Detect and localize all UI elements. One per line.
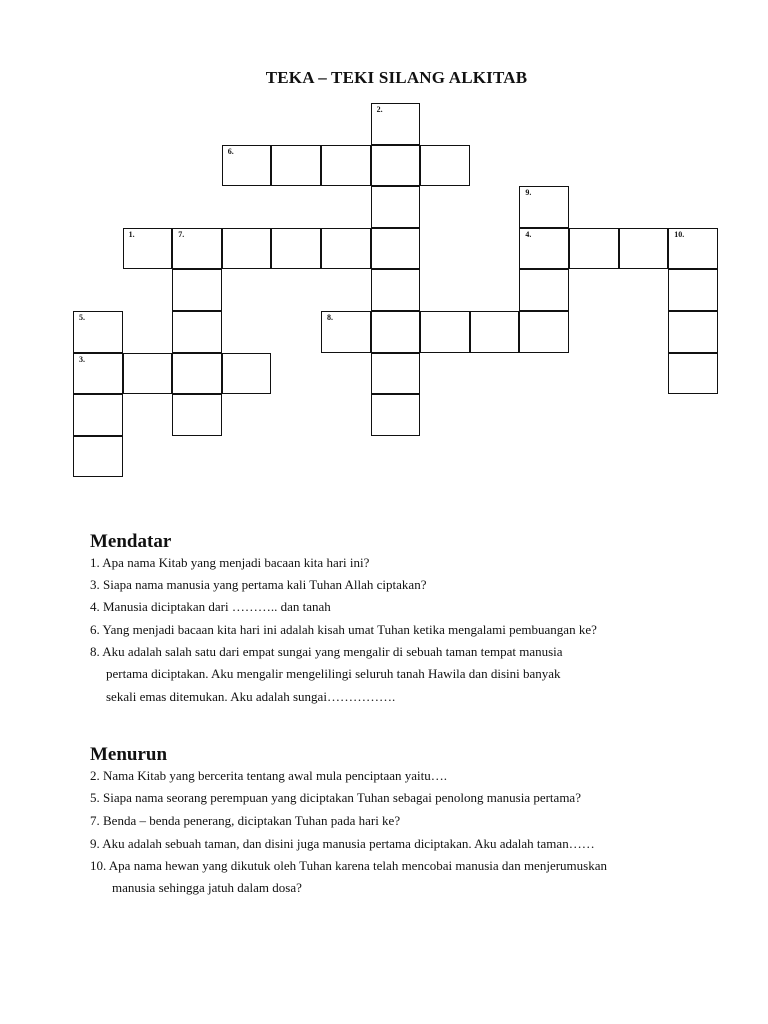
crossword-cell[interactable] [371,228,421,270]
crossword-cell[interactable] [73,311,123,353]
clue-number: 6. [227,146,234,156]
menurun-clue-7: 7. Benda – benda penerang, diciptakan Tuhan pada hari ke? [90,813,401,828]
clue-number: 8. [327,313,333,322]
crossword-cell[interactable] [271,145,321,187]
crossword-cell[interactable] [371,269,421,311]
crossword-cell[interactable] [519,269,569,311]
crossword-cell[interactable] [371,145,421,187]
crossword-cell[interactable] [172,311,222,353]
crossword-cell[interactable] [371,394,421,436]
crossword-cell[interactable] [569,228,619,270]
crossword-cell[interactable] [470,311,520,353]
clue-number: 4. [525,229,532,239]
crossword-grid [0,0,768,480]
clue-number: 7. [178,229,185,239]
menurun-clue-9: 9. Aku adalah sebuah taman, dan disini juga manusia pertama diciptakan. Aku adalah taman…… [90,836,595,851]
crossword-cell[interactable] [371,311,421,353]
crossword-cell[interactable] [271,228,321,270]
menurun-clue-10-line-2: manusia sehingga jatuh dalam dosa? [112,880,302,895]
crossword-cell[interactable] [172,228,222,270]
crossword-cell[interactable] [371,103,421,145]
mendatar-clue-4: 4. Manusia diciptakan dari ……….. dan tanah [90,599,331,614]
crossword-cell[interactable] [222,228,272,270]
menurun-clue-10: 10. Apa nama hewan yang dikutuk oleh Tuhan karena telah mencobai manusia dan menjerumuskan [90,858,607,873]
mendatar-clue-1: 1. Apa nama Kitab yang menjadi bacaan kita hari ini? [90,555,370,570]
mendatar-heading: Mendatar [90,531,172,552]
crossword-cell[interactable] [371,186,421,228]
crossword-cell[interactable] [420,145,470,187]
mendatar-clue-8-line-3: sekali emas ditemukan. Aku adalah sungai……………. [106,689,396,704]
crossword-cell[interactable] [123,353,173,395]
menurun-clue-2: 2. Nama Kitab yang bercerita tentang awal mula penciptaan yaitu…. [90,768,447,783]
clue-number: 3. [79,354,85,364]
mendatar-clue-8: 8. Aku adalah salah satu dari empat sungai yang mengalir di sebuah taman tempat manusia [90,644,563,659]
clue-number: 5. [79,313,85,322]
crossword-cell[interactable] [222,353,272,395]
crossword-cell[interactable] [321,145,371,187]
crossword-cell[interactable] [172,269,222,311]
clue-number: 9. [525,188,532,198]
crossword-cell[interactable] [321,228,371,270]
crossword-cell[interactable] [222,145,272,187]
mendatar-clue-3: 3. Siapa nama manusia yang pertama kali Tuhan Allah ciptakan? [90,577,427,592]
crossword-cell[interactable] [371,353,421,395]
crossword-cell[interactable] [668,228,718,270]
crossword-cell[interactable] [172,394,222,436]
crossword-cell[interactable] [519,228,569,270]
page-title: TEKA – TEKI SILANG ALKITAB [265,68,528,87]
crossword-cell[interactable] [668,353,718,395]
crossword-cell[interactable] [519,311,569,353]
menurun-clue-5: 5. Siapa nama seorang perempuan yang diciptakan Tuhan sebagai penolong manusia pertama? [90,790,581,805]
crossword-cell[interactable] [73,394,123,436]
crossword-cell[interactable] [668,311,718,353]
crossword-cell[interactable] [420,311,470,353]
crossword-cell[interactable] [123,228,173,270]
crossword-cell[interactable] [321,311,371,353]
mendatar-clue-8-line-2: pertama diciptakan. Aku mengalir mengelilingi seluruh tanah Hawila dan disini banyak [106,666,561,681]
menurun-heading: Menurun [90,744,168,765]
crossword-cell[interactable] [668,269,718,311]
crossword-cell[interactable] [172,353,222,395]
crossword-cell[interactable] [73,353,123,395]
mendatar-clue-6: 6. Yang menjadi bacaan kita hari ini adalah kisah umat Tuhan ketika mengalami pembuangan ke? [90,622,597,637]
clue-number: 2. [376,105,383,114]
crossword-cell[interactable] [619,228,669,270]
clue-number: 1. [128,229,135,239]
crossword-cell[interactable] [519,186,569,228]
crossword-cell[interactable] [73,436,123,478]
clue-number: 10. [674,229,685,239]
